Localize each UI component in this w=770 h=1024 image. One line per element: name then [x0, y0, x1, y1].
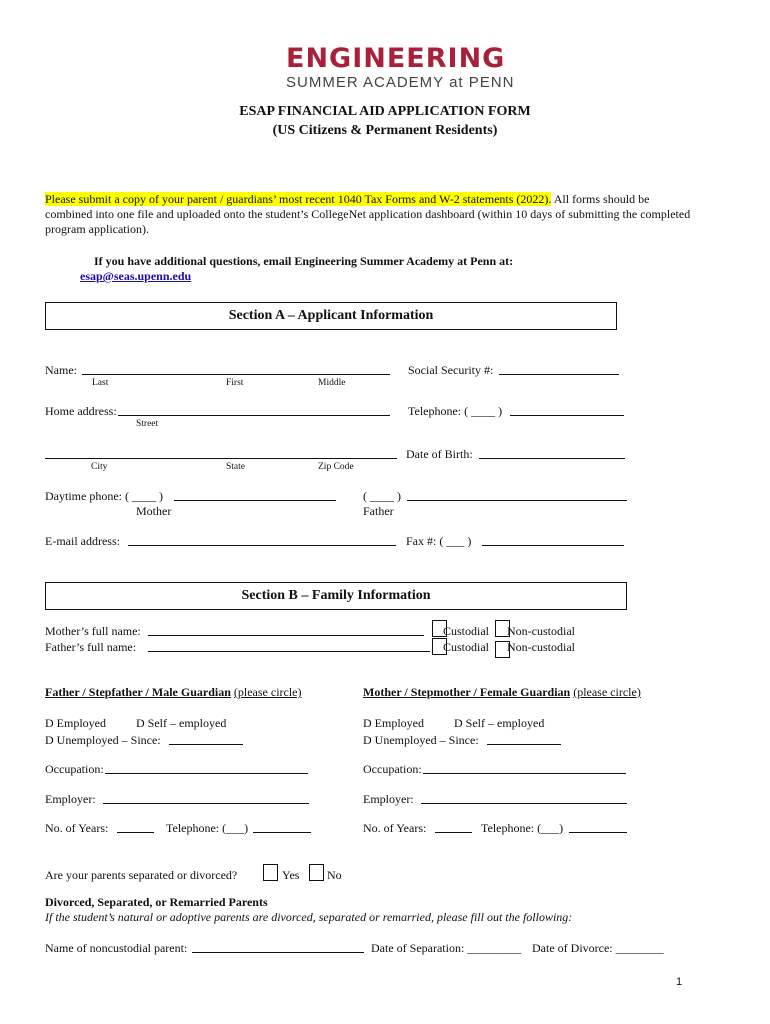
- mother-employed-option[interactable]: D Employed: [363, 716, 424, 730]
- mother-telephone-field[interactable]: [569, 832, 627, 833]
- telephone-field[interactable]: [510, 415, 624, 416]
- telephone-label: Telephone: ( ____ ): [408, 404, 503, 418]
- father-employed-option[interactable]: D Employed: [45, 716, 106, 730]
- separated-yes-checkbox[interactable]: [263, 864, 278, 881]
- father-column-title: Father / Stepfather / Male Guardian: [45, 685, 231, 699]
- father-custodial-label: Custodial: [443, 640, 490, 654]
- mother-column-title: Mother / Stepmother / Female Guardian: [363, 685, 571, 699]
- dsr-instructions: If the student’s natural or adoptive parents are divorced, separated or remarried, please fill out the following:: [45, 910, 573, 924]
- mother-unemployed-option[interactable]: D Unemployed – Since:: [363, 733, 479, 747]
- home-address-field[interactable]: [118, 415, 390, 416]
- separation-date-label: Date of Separation: _________: [371, 941, 522, 955]
- father-phone-field[interactable]: [407, 500, 627, 501]
- father-noncustodial-label: Non-custodial: [507, 640, 575, 654]
- father-self-employed-option[interactable]: D Self – employed: [136, 716, 227, 730]
- dob-label: Date of Birth:: [406, 447, 473, 461]
- mother-telephone-label: Telephone: (___): [481, 821, 564, 835]
- mother-name-field[interactable]: [148, 635, 424, 636]
- noncustodial-field[interactable]: [192, 952, 364, 953]
- dsr-title: Divorced, Separated, or Remarried Parents: [45, 895, 268, 909]
- father-name-label: Father’s full name:: [45, 640, 137, 654]
- mother-years-label: No. of Years:: [363, 821, 427, 835]
- name-label: Name:: [45, 363, 77, 377]
- father-name-field[interactable]: [148, 651, 430, 652]
- mother-self-employed-option[interactable]: D Self – employed: [454, 716, 545, 730]
- father-occupation-field[interactable]: [105, 773, 308, 774]
- intro-paragraph: [45, 192, 695, 237]
- section-a-heading: Section A – Applicant Information: [45, 302, 617, 330]
- father-unemployed-option[interactable]: D Unemployed – Since:: [45, 733, 161, 747]
- last-caption: Last: [92, 378, 109, 388]
- mother-employer-label: Employer:: [363, 792, 414, 806]
- father-employer-field[interactable]: [103, 803, 309, 804]
- mother-phone-field[interactable]: [174, 500, 336, 501]
- father-caption: Father: [363, 504, 394, 518]
- email-address-field[interactable]: [128, 545, 396, 546]
- questions-text: If you have additional questions, email Engineering Summer Academy at Penn at:: [94, 254, 514, 268]
- first-caption: First: [226, 378, 244, 388]
- zip-caption: Zip Code: [318, 462, 354, 472]
- form-subtitle: (US Citizens & Permanent Residents): [272, 123, 498, 138]
- name-field[interactable]: [82, 374, 390, 375]
- noncustodial-label: Name of noncustodial parent:: [45, 941, 188, 955]
- father-occupation-label: Occupation:: [45, 762, 104, 776]
- page-number: 1: [676, 976, 683, 988]
- mother-occupation-field[interactable]: [423, 773, 626, 774]
- ssn-field[interactable]: [499, 374, 619, 375]
- father-employer-label: Employer:: [45, 792, 96, 806]
- intro-rest: All forms should be combined into one file and uploaded onto the student’s CollegeNet application dashboard (within 10 days of submitting the completed program application).: [45, 192, 691, 236]
- logo-title: ENGINEERING: [286, 43, 506, 74]
- father-years-field[interactable]: [117, 832, 154, 833]
- home-address-label: Home address:: [45, 404, 117, 418]
- separated-question: Are your parents separated or divorced?: [45, 868, 238, 882]
- middle-caption: Middle: [318, 378, 346, 388]
- dob-field[interactable]: [479, 458, 625, 459]
- separated-yes-label: Yes: [282, 868, 300, 882]
- divorce-date-label: Date of Divorce: ________: [532, 941, 664, 955]
- father-telephone-field[interactable]: [253, 832, 311, 833]
- state-caption: State: [226, 462, 245, 472]
- father-column-header: [45, 685, 302, 700]
- mother-occupation-label: Occupation:: [363, 762, 422, 776]
- mother-years-field[interactable]: [435, 832, 472, 833]
- father-years-label: No. of Years:: [45, 821, 109, 835]
- city-state-zip-field[interactable]: [45, 458, 397, 459]
- street-caption: Street: [136, 419, 159, 429]
- mother-name-label: Mother’s full name:: [45, 624, 141, 638]
- mother-custodial-label: Custodial: [443, 624, 490, 638]
- father-unemployed-since-field[interactable]: [169, 744, 243, 745]
- fax-field[interactable]: [482, 545, 624, 546]
- fax-label: Fax #: ( ___ ): [406, 534, 472, 548]
- city-caption: City: [91, 462, 108, 472]
- ssn-label: Social Security #:: [408, 363, 494, 377]
- email-address-label: E-mail address:: [45, 534, 120, 548]
- mother-caption: Mother: [136, 504, 172, 518]
- father-column-circle: (please circle): [233, 685, 302, 699]
- separated-no-label: No: [327, 868, 342, 882]
- father-telephone-label: Telephone: (___): [166, 821, 249, 835]
- section-b-heading: Section B – Family Information: [45, 582, 627, 610]
- form-title: ESAP FINANCIAL AID APPLICATION FORM: [239, 104, 531, 119]
- logo-subtitle: SUMMER ACADEMY at PENN: [286, 74, 515, 91]
- email-link[interactable]: esap@seas.upenn.edu: [80, 269, 192, 283]
- mother-noncustodial-label: Non-custodial: [507, 624, 575, 638]
- father-phone-label: ( ____ ): [363, 489, 401, 503]
- mother-column-circle: (please circle): [573, 685, 641, 699]
- mother-column-header: [363, 685, 641, 700]
- separated-no-checkbox[interactable]: [309, 864, 324, 881]
- mother-unemployed-since-field[interactable]: [487, 744, 561, 745]
- mother-employer-field[interactable]: [421, 803, 627, 804]
- daytime-phone-label: Daytime phone: ( ____ ): [45, 489, 163, 503]
- intro-highlighted: Please submit a copy of your parent / guardians’ most recent 1040 Tax Forms and W-2 statements (2022).: [45, 192, 552, 206]
